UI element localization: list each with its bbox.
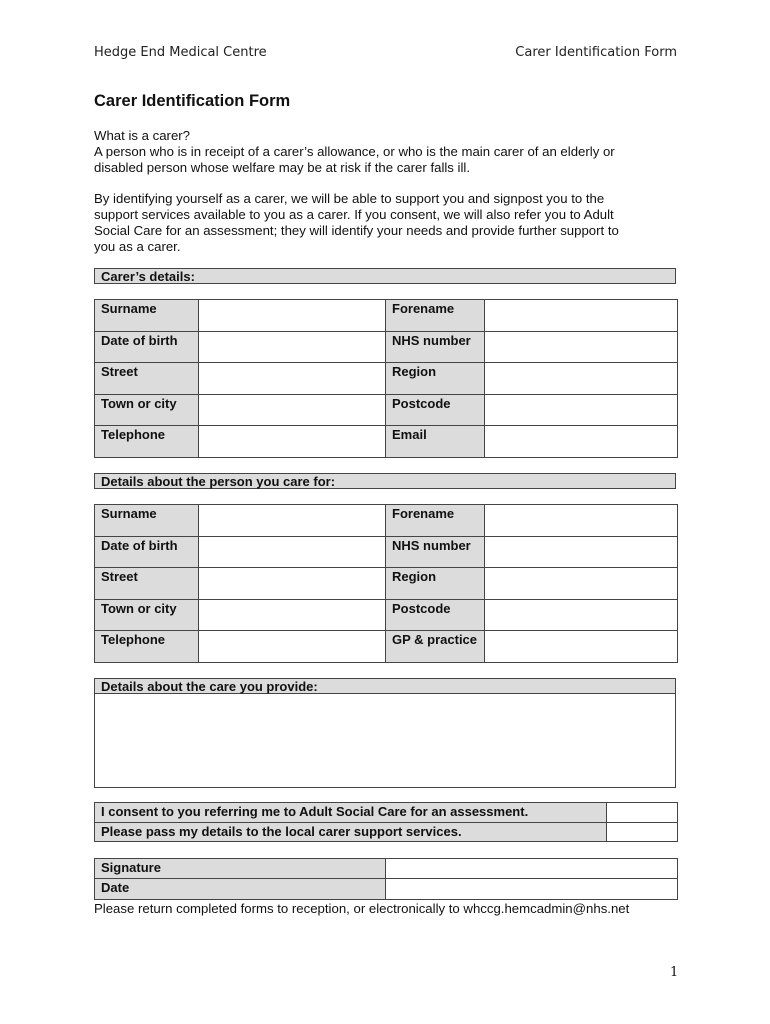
consent-referral-checkbox[interactable] [607,803,678,823]
cared-region-field[interactable] [485,568,678,600]
carer-nhs-number-field[interactable] [485,332,678,363]
cared-surname-field[interactable] [199,505,386,537]
identify-line: By identifying yourself as a carer, we will be able to support you and signpost you to the [94,191,605,206]
table-row [95,537,678,568]
cared-for-details-table [94,504,678,663]
carer-details-table [94,299,678,458]
care-provided-textarea[interactable] [94,694,676,788]
table-row [95,363,678,395]
consent-referral-label: I consent to you referring me to Adult Social Care for an assessment. [95,803,607,823]
header-form-name: Carer Identification Form [515,45,677,60]
intro-paragraph [94,128,684,176]
consent-pass-details-checkbox[interactable] [607,823,678,842]
carer-surname-field[interactable] [199,300,386,332]
carer-telephone-field[interactable] [199,426,386,458]
cared-town-field[interactable] [199,600,386,631]
intro-line: A person who is in receipt of a carer’s allowance, or who is the main carer of an elderly or [94,144,615,159]
carer-telephone-label: Telephone [95,426,199,458]
table-row [95,426,678,458]
table-row [95,395,678,426]
carer-surname-label: Surname [95,300,199,332]
cared-gp-practice-label: GP & practice [386,631,485,663]
table-row [95,823,678,842]
page-number: 1 [670,965,679,980]
table-row [95,300,678,332]
carer-forename-field[interactable] [485,300,678,332]
table-row [95,568,678,600]
identify-line: Social Care for an assessment; they will identify your needs and provide further support to [94,223,619,238]
intro-line: disabled person whose welfare may be at risk if the carer falls ill. [94,160,471,175]
carer-street-label: Street [95,363,199,395]
cared-street-label: Street [95,568,199,600]
consent-table [94,802,678,842]
cared-forename-field[interactable] [485,505,678,537]
identify-paragraph [94,191,684,255]
cared-postcode-field[interactable] [485,600,678,631]
carer-email-field[interactable] [485,426,678,458]
cared-telephone-field[interactable] [199,631,386,663]
header-practice-name: Hedge End Medical Centre [94,45,267,60]
cared-for-section-heading: Details about the person you care for: [94,473,676,489]
table-row [95,600,678,631]
cared-dob-field[interactable] [199,537,386,568]
table-row [95,879,678,900]
return-instructions: Please return completed forms to reception, or electronically to whccg.hemcadmin@nhs.net [94,901,630,916]
carer-dob-field[interactable] [199,332,386,363]
carer-forename-label: Forename [386,300,485,332]
cared-dob-label: Date of birth [95,537,199,568]
table-row [95,631,678,663]
intro-question: What is a carer? [94,128,191,143]
signature-table [94,858,678,900]
carer-region-field[interactable] [485,363,678,395]
cared-telephone-label: Telephone [95,631,199,663]
carer-nhs-number-label: NHS number [386,332,485,363]
cared-gp-practice-field[interactable] [485,631,678,663]
signature-label: Signature [95,859,386,879]
signature-field[interactable] [386,859,678,879]
cared-postcode-label: Postcode [386,600,485,631]
identify-line: support services available to you as a carer. If you consent, we will also refer you to Adult [94,207,614,222]
cared-surname-label: Surname [95,505,199,537]
cared-street-field[interactable] [199,568,386,600]
carer-postcode-field[interactable] [485,395,678,426]
carer-street-field[interactable] [199,363,386,395]
table-row [95,859,678,879]
carer-postcode-label: Postcode [386,395,485,426]
cared-nhs-number-label: NHS number [386,537,485,568]
cared-region-label: Region [386,568,485,600]
consent-pass-details-label: Please pass my details to the local carer support services. [95,823,607,842]
cared-forename-label: Forename [386,505,485,537]
cared-town-label: Town or city [95,600,199,631]
carer-dob-label: Date of birth [95,332,199,363]
carer-section-heading: Carer’s details: [94,268,676,284]
table-row [95,803,678,823]
identify-line: you as a carer. [94,239,181,254]
care-provided-heading: Details about the care you provide: [94,678,676,694]
date-field[interactable] [386,879,678,900]
carer-region-label: Region [386,363,485,395]
table-row [95,505,678,537]
table-row [95,332,678,363]
date-label: Date [95,879,386,900]
carer-town-field[interactable] [199,395,386,426]
page-title: Carer Identification Form [94,92,291,110]
carer-email-label: Email [386,426,485,458]
cared-nhs-number-field[interactable] [485,537,678,568]
carer-town-label: Town or city [95,395,199,426]
